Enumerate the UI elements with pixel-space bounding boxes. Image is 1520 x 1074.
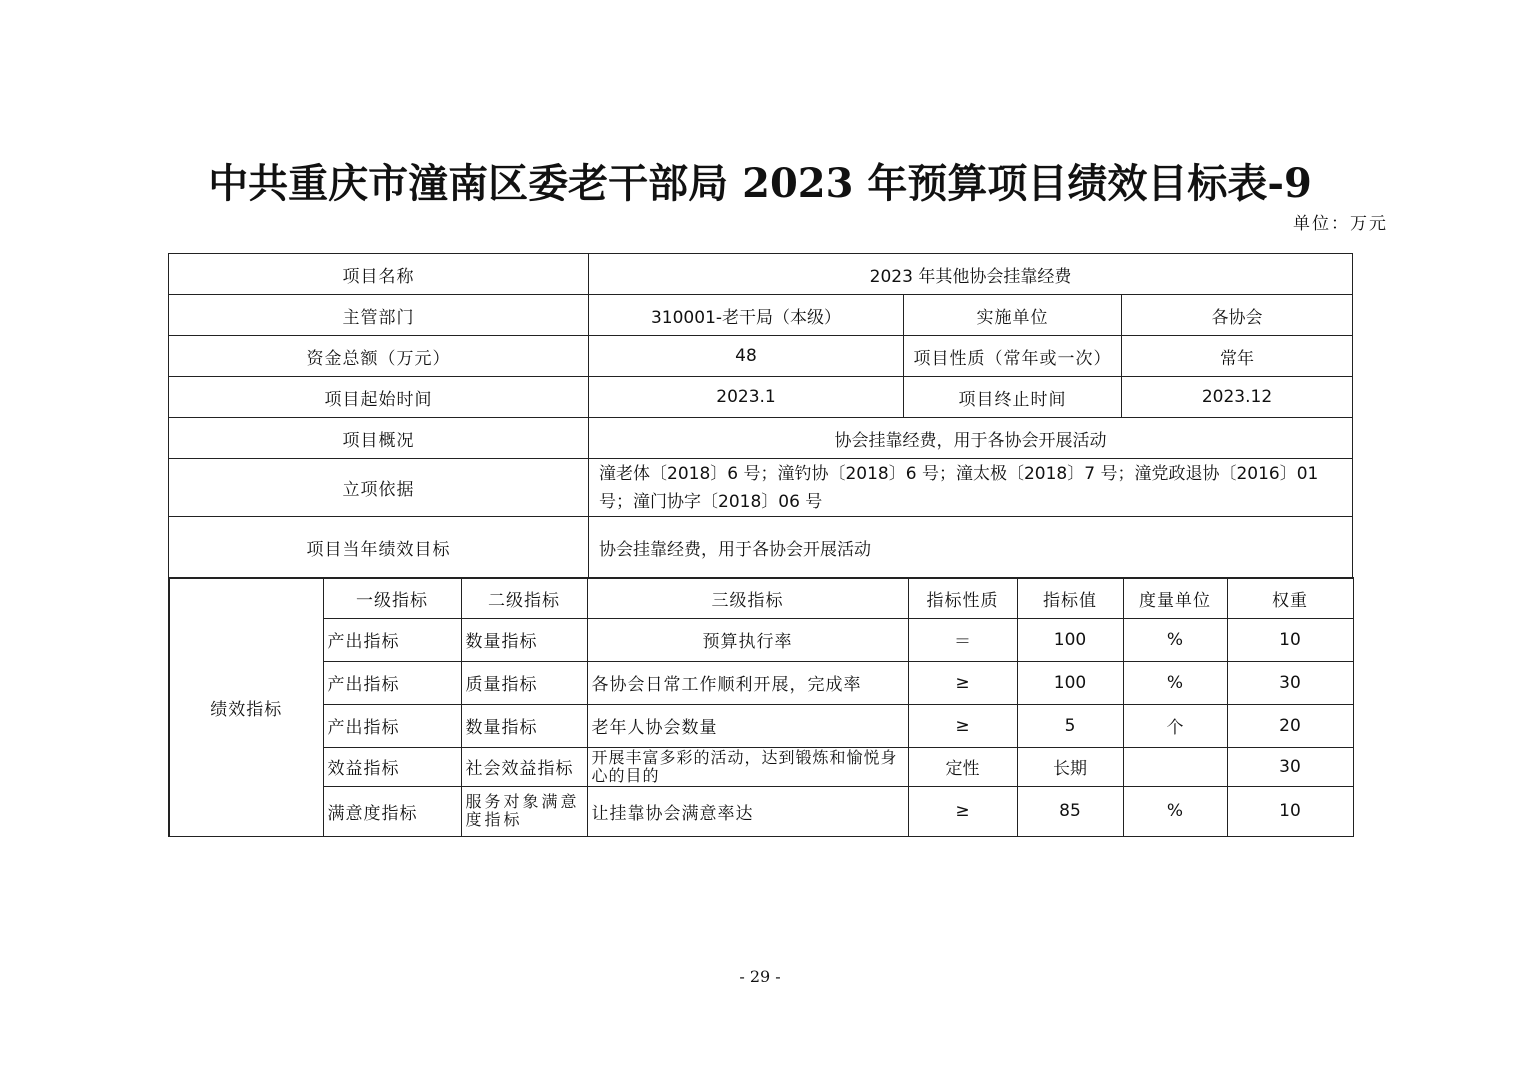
row-nature: ≥ xyxy=(908,786,1017,836)
overview-value: 协会挂靠经费，用于各协会开展活动 xyxy=(589,418,1353,459)
project-name-value: 2023 年其他协会挂靠经费 xyxy=(589,254,1353,295)
end-value: 2023.12 xyxy=(1122,377,1353,418)
impl-value: 各协会 xyxy=(1122,295,1353,336)
page-number: - 29 - xyxy=(739,967,781,986)
table-row xyxy=(169,618,1353,661)
row-unit: 个 xyxy=(1123,704,1227,747)
row-l3: 开展丰富多彩的活动，达到锻炼和愉悦身心的目的 xyxy=(587,747,908,786)
basis-value: 潼老体〔2018〕6 号；潼钓协〔2018〕6 号；潼太极〔2018〕7 号；潼党政退协〔2016〕01 号；潼门协字〔2018〕06 号 xyxy=(589,459,1353,517)
header-weight: 权重 xyxy=(1227,578,1353,618)
page-title: 中共重庆市潼南区委老干部局 2023 年预算项目绩效目标表-9 xyxy=(208,160,1312,207)
row-l3: 各协会日常工作顺利开展，完成率 xyxy=(587,661,908,704)
row-nature: ≥ xyxy=(908,661,1017,704)
row-nature: 定性 xyxy=(908,747,1017,786)
row-l1: 满意度指标 xyxy=(323,786,461,836)
impl-label: 实施单位 xyxy=(904,295,1122,336)
dept-label: 主管部门 xyxy=(169,295,589,336)
header-nature: 指标性质 xyxy=(908,578,1017,618)
nature-value: 常年 xyxy=(1122,336,1353,377)
row-l3: 老年人协会数量 xyxy=(587,704,908,747)
row-nature: ≥ xyxy=(908,704,1017,747)
header-l2: 二级指标 xyxy=(461,578,587,618)
row-value: 长期 xyxy=(1017,747,1123,786)
goal-value: 协会挂靠经费，用于各协会开展活动 xyxy=(589,517,1353,578)
performance-indicator-table xyxy=(168,577,1354,837)
row-l2: 数量指标 xyxy=(461,704,587,747)
row-unit xyxy=(1123,747,1227,786)
goal-label: 项目当年绩效目标 xyxy=(169,517,589,578)
row-l1: 效益指标 xyxy=(323,747,461,786)
nature-label: 项目性质（常年或一次） xyxy=(904,336,1122,377)
row-weight: 10 xyxy=(1227,786,1353,836)
row-l3: 让挂靠协会满意率达 xyxy=(587,786,908,836)
row-l1: 产出指标 xyxy=(323,618,461,661)
row-weight: 30 xyxy=(1227,661,1353,704)
basis-label: 立项依据 xyxy=(169,459,589,517)
row-l1: 产出指标 xyxy=(323,704,461,747)
perf-section-label: 绩效指标 xyxy=(169,578,323,836)
row-value: 100 xyxy=(1017,661,1123,704)
row-l2: 质量指标 xyxy=(461,661,587,704)
project-info-table xyxy=(168,253,1353,578)
header-l1: 一级指标 xyxy=(323,578,461,618)
row-unit: % xyxy=(1123,618,1227,661)
row-value: 100 xyxy=(1017,618,1123,661)
row-l2: 数量指标 xyxy=(461,618,587,661)
dept-value: 310001-老干局（本级） xyxy=(589,295,904,336)
row-l1: 产出指标 xyxy=(323,661,461,704)
row-weight: 10 xyxy=(1227,618,1353,661)
project-name-label: 项目名称 xyxy=(169,254,589,295)
unit-label: 单位：万元 xyxy=(1293,214,1388,234)
fund-label: 资金总额（万元） xyxy=(169,336,589,377)
start-value: 2023.1 xyxy=(589,377,904,418)
row-weight: 20 xyxy=(1227,704,1353,747)
fund-value: 48 xyxy=(589,336,904,377)
row-l2: 服务对象满意度指标 xyxy=(461,786,587,836)
table-row xyxy=(169,704,1353,747)
overview-label: 项目概况 xyxy=(169,418,589,459)
row-value: 85 xyxy=(1017,786,1123,836)
table-row xyxy=(169,786,1353,836)
header-l3: 三级指标 xyxy=(587,578,908,618)
header-unit: 度量单位 xyxy=(1123,578,1227,618)
row-l2: 社会效益指标 xyxy=(461,747,587,786)
row-l3: 预算执行率 xyxy=(587,618,908,661)
table-row xyxy=(169,661,1353,704)
row-value: 5 xyxy=(1017,704,1123,747)
start-label: 项目起始时间 xyxy=(169,377,589,418)
table-row xyxy=(169,747,1353,786)
end-label: 项目终止时间 xyxy=(904,377,1122,418)
row-nature: ＝ xyxy=(908,618,1017,661)
row-unit: % xyxy=(1123,786,1227,836)
row-weight: 30 xyxy=(1227,747,1353,786)
header-value: 指标值 xyxy=(1017,578,1123,618)
row-unit: % xyxy=(1123,661,1227,704)
